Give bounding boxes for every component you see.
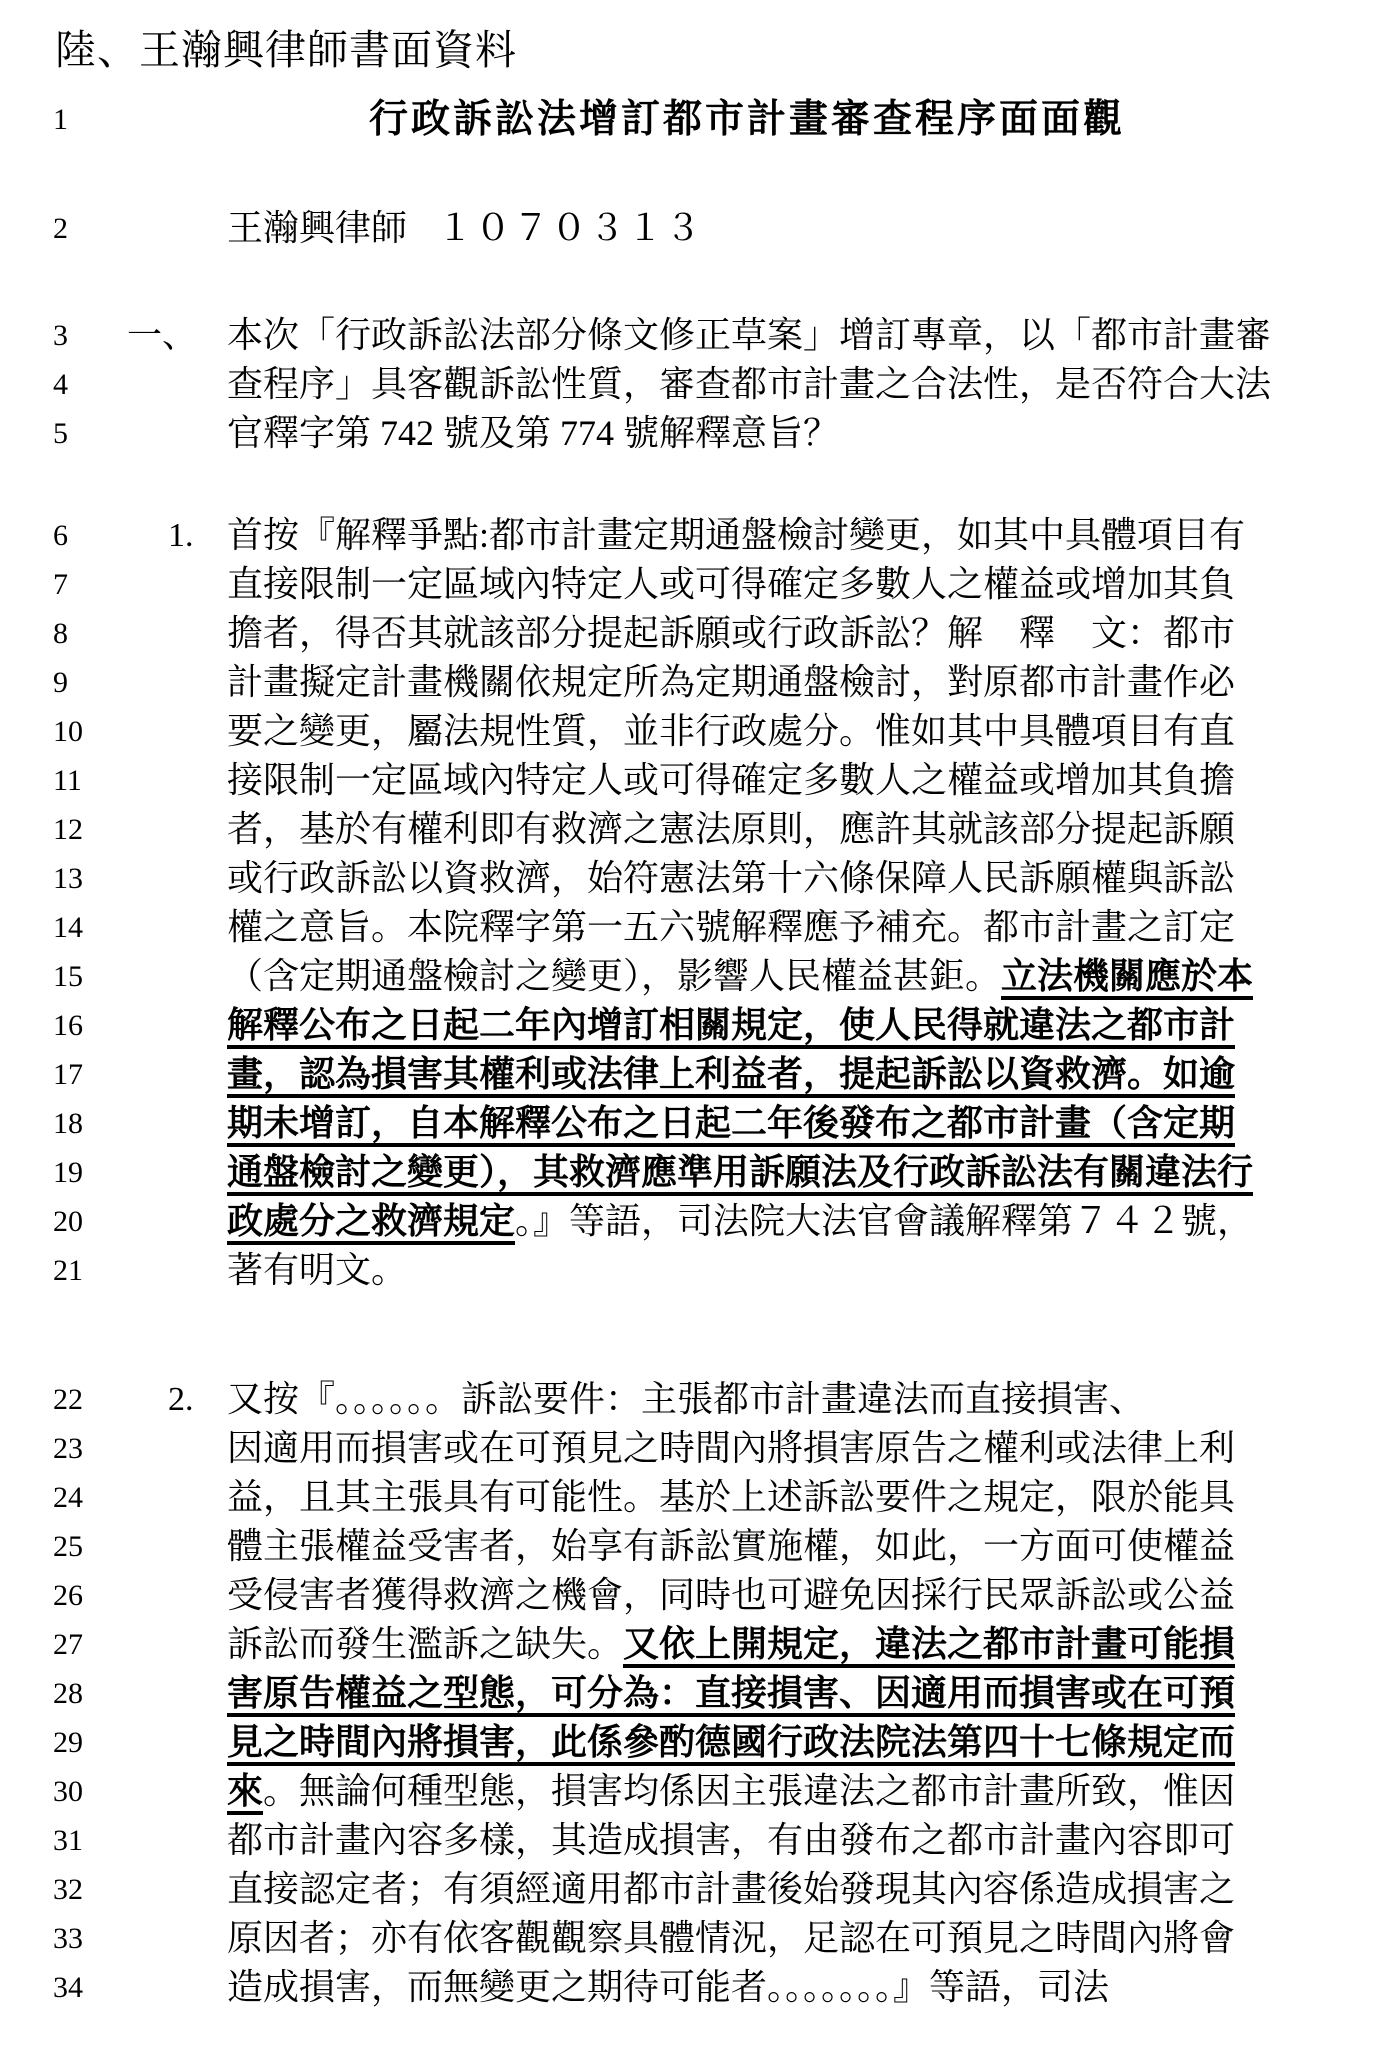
- line-row: [0, 1865, 1379, 1914]
- line-row: [0, 560, 1379, 609]
- line-row: [0, 658, 1379, 707]
- line-number: 1: [53, 103, 68, 136]
- marker-space: [127, 1620, 227, 1669]
- marker-space: [127, 1816, 227, 1865]
- line-number: 33: [53, 1922, 83, 1955]
- line-text: [227, 311, 1272, 360]
- line-text: [227, 1099, 1267, 1148]
- marker-space: [127, 1099, 227, 1148]
- line-number: 7: [53, 568, 68, 601]
- line-text: [227, 805, 1267, 854]
- line-text: [227, 1522, 1267, 1571]
- line-number: 13: [53, 862, 83, 895]
- marker-space: [127, 707, 227, 756]
- line-text: [227, 409, 1267, 458]
- line-row: [0, 1669, 1379, 1718]
- line-number: 20: [53, 1205, 83, 1238]
- line-number: 2: [53, 212, 68, 245]
- marker-space: [127, 360, 227, 409]
- marker-space: [127, 1963, 227, 2012]
- text-segment: 權之意旨。本院釋字第一五六號解釋應予補充。都市計畫之訂定: [227, 907, 1236, 947]
- line-number: 18: [53, 1107, 83, 1140]
- text-segment: （含定期通盤檢討之變更），影響人民權益甚鉅。: [227, 956, 1002, 996]
- line-row: [0, 1963, 1379, 2012]
- marker-space: [127, 1669, 227, 1718]
- line-row: [0, 1571, 1379, 1620]
- document-page: [0, 25, 1379, 2072]
- document-title: 行政訴訟法增訂都市計畫審查程序面面觀: [368, 98, 1125, 141]
- text-segment: 都市計畫內容多樣，其造成損害，有由發布之都市計畫內容即可: [227, 1820, 1236, 1860]
- line-row: [0, 903, 1379, 952]
- line-row: [0, 1099, 1379, 1148]
- marker-space: [127, 609, 227, 658]
- emphasized-segment: 立法機關應於本: [1001, 956, 1253, 1000]
- line-number: 26: [53, 1579, 83, 1612]
- line-text: [227, 1473, 1267, 1522]
- line-row: [0, 1522, 1379, 1571]
- text-segment: 計畫擬定計畫機關依規定所為定期通盤檢討，對原都市計畫作必: [227, 662, 1236, 702]
- marker-space: [127, 952, 227, 1001]
- text-segment: 查程序」具客觀訴訟性質，審查都市計畫之合法性，是否符合大法: [227, 364, 1272, 404]
- line-text: [227, 1424, 1267, 1473]
- line-text: [227, 1816, 1267, 1865]
- line-row: [0, 1718, 1379, 1767]
- line-number: 34: [53, 1971, 83, 2004]
- line-number: 27: [53, 1628, 83, 1661]
- line-row: [0, 1148, 1379, 1197]
- line-number: 12: [53, 813, 83, 846]
- text-segment: 本次「行政訴訟法部分條文修正草案」增訂專章，以「都市計畫審: [227, 315, 1272, 355]
- line-row: [0, 1816, 1379, 1865]
- line-text: [227, 658, 1267, 707]
- line-row: [0, 511, 1379, 560]
- line-text: [227, 1914, 1267, 1963]
- document-lines: [0, 95, 1379, 2012]
- text-segment: 首按『解釋爭點:都市計畫定期通盤檢討變更，如其中具體項目有: [227, 515, 1246, 555]
- marker-space: [127, 658, 227, 707]
- marker-space: [127, 854, 227, 903]
- text-segment: 直接認定者；有須經適用都市計畫後始發現其內容係造成損害之: [227, 1869, 1236, 1909]
- line-number: 17: [53, 1058, 83, 1091]
- emphasized-segment: 通盤檢討之變更），其救濟應準用訴願法及行政訴訟法有關違法行: [227, 1152, 1253, 1196]
- text-segment: 要之變更，屬法規性質，並非行政處分。惟如其中具體項目有直: [227, 711, 1236, 751]
- marker-space: [127, 1001, 227, 1050]
- line-number: 30: [53, 1775, 83, 1808]
- emphasized-segment: 解釋公布之日起二年內增訂相關規定，使人民得就違法之都市計: [227, 1005, 1235, 1049]
- list-marker: 2.: [168, 1381, 194, 1418]
- line-row: [0, 1620, 1379, 1669]
- marker-space: [127, 1050, 227, 1099]
- line-row: [0, 952, 1379, 1001]
- text-segment: 。無論何種型態，損害均係因主張違法之都市計畫所致，惟因: [263, 1771, 1236, 1811]
- emphasized-segment: 畫，認為損害其權利或法律上利益者，提起訴訟以資救濟。如逾: [227, 1054, 1235, 1098]
- line-text: [227, 1669, 1267, 1718]
- line-row: [0, 409, 1379, 458]
- line-number: 11: [53, 764, 82, 797]
- line-text: [227, 903, 1267, 952]
- line-text: [227, 1718, 1267, 1767]
- text-segment: 擔者，得否其就該部分提起訴願或行政訴訟？解 釋 文：都市: [227, 613, 1236, 653]
- line-row: [0, 1246, 1379, 1295]
- line-number: 10: [53, 715, 83, 748]
- list-marker: 1.: [168, 517, 194, 554]
- text-segment: 原因者；亦有依客觀觀察具體情況，足認在可預見之時間內將會: [227, 1918, 1236, 1958]
- line-text: [227, 360, 1272, 409]
- line-number: 32: [53, 1873, 83, 1906]
- text-segment: 造成損害，而無變更之期待可能者。。。。。。。』等語，司法: [227, 1967, 1110, 2007]
- line-text: [227, 609, 1267, 658]
- line-row: [0, 1050, 1379, 1099]
- line-row: [0, 360, 1379, 409]
- emphasized-segment: 害原告權益之型態，可分為：直接損害、因適用而損害或在可預: [227, 1673, 1235, 1717]
- line-number: 28: [53, 1677, 83, 1710]
- line-number: 9: [53, 666, 68, 699]
- marker-space: [127, 1718, 227, 1767]
- line-text: [227, 1246, 1267, 1295]
- marker-space: [127, 1197, 227, 1246]
- line-number: 31: [53, 1824, 83, 1857]
- text-segment: 訴訟而發生濫訴之缺失。: [227, 1624, 624, 1664]
- emphasized-segment: 來: [227, 1771, 263, 1815]
- line-text: [227, 952, 1267, 1001]
- emphasized-segment: 見之時間內將損害，此係參酌德國行政法院法第四十七條規定而: [227, 1722, 1235, 1766]
- marker-space: [127, 1246, 227, 1295]
- marker-space: [127, 1571, 227, 1620]
- emphasized-segment: 又依上開規定，違法之都市計畫可能損: [623, 1624, 1235, 1668]
- line-row: [0, 1197, 1379, 1246]
- line-number: 16: [53, 1009, 83, 1042]
- document-date-number: １０７０３１３: [437, 208, 704, 248]
- text-segment: 益，且其主張具有可能性。基於上述訴訟要件之規定，限於能具: [227, 1477, 1236, 1517]
- marker-space: [127, 1148, 227, 1197]
- line-row: [0, 805, 1379, 854]
- marker-space: [127, 1522, 227, 1571]
- byline: [227, 204, 1267, 253]
- marker-space: [127, 409, 227, 458]
- marker-space: [127, 204, 227, 253]
- text-segment: 官釋字第 742 號及第 774 號解釋意旨？: [227, 413, 840, 453]
- line-row: [0, 1375, 1379, 1424]
- text-segment: 接限制一定區域內特定人或可得確定多數人之權益或增加其負擔: [227, 760, 1236, 800]
- line-row: [0, 1767, 1379, 1816]
- marker-space: [127, 1865, 227, 1914]
- marker-space: [127, 1914, 227, 1963]
- line-row: [0, 95, 1379, 144]
- text-segment: 因適用而損害或在可預見之時間內將損害原告之權利或法律上利: [227, 1428, 1236, 1468]
- line-text: [227, 1963, 1267, 2012]
- line-row: [0, 854, 1379, 903]
- author-name: 王瀚興律師: [227, 208, 408, 248]
- line-number: 21: [53, 1254, 83, 1287]
- line-text: [227, 511, 1267, 560]
- line-number: 19: [53, 1156, 83, 1189]
- text-segment: 體主張權益受害者，始享有訴訟實施權，如此，一方面可使權益: [227, 1526, 1236, 1566]
- line-row: [0, 1473, 1379, 1522]
- document-heading: 陸、王瀚興律師書面資料: [55, 27, 517, 73]
- line-text: [227, 1620, 1267, 1669]
- line-text: [227, 560, 1267, 609]
- line-text: [227, 707, 1267, 756]
- list-marker: 一、: [127, 316, 198, 355]
- line-row: [0, 609, 1379, 658]
- line-text: [227, 1050, 1267, 1099]
- line-row: [0, 204, 1379, 253]
- line-text: [227, 1197, 1267, 1246]
- line-row: [0, 756, 1379, 805]
- text-segment: 受侵害者獲得救濟之機會，同時也可避免因採行民眾訴訟或公益: [227, 1575, 1236, 1615]
- line-text: [227, 1571, 1267, 1620]
- line-row: [0, 1001, 1379, 1050]
- text-segment: 者，基於有權利即有救濟之憲法原則，應許其就該部分提起訴願: [227, 809, 1236, 849]
- text-segment: 直接限制一定區域內特定人或可得確定多數人之權益或增加其負: [227, 564, 1236, 604]
- marker-space: [127, 1473, 227, 1522]
- line-row: [0, 311, 1379, 360]
- line-text: [227, 854, 1267, 903]
- text-segment: 著有明文。: [227, 1250, 408, 1290]
- line-number: 25: [53, 1530, 83, 1563]
- line-number: 23: [53, 1432, 83, 1465]
- line-number: 3: [53, 319, 68, 352]
- line-text: [227, 1865, 1267, 1914]
- line-text: [227, 1001, 1267, 1050]
- line-row: [0, 1424, 1379, 1473]
- marker-space: [127, 1767, 227, 1816]
- marker-space: [127, 805, 227, 854]
- line-text: [227, 1767, 1267, 1816]
- line-text: [227, 1148, 1267, 1197]
- line-number: 6: [53, 519, 68, 552]
- line-number: 8: [53, 617, 68, 650]
- text-segment: 又按『。。。。。。訴訟要件：主張都市計畫違法而直接損害、: [227, 1379, 1146, 1419]
- marker-space: [127, 1424, 227, 1473]
- line-row: [0, 1914, 1379, 1963]
- line-text: [227, 756, 1267, 805]
- emphasized-segment: 期未增訂，自本解釋公布之日起二年後發布之都市計畫（含定期: [227, 1103, 1235, 1147]
- text-segment: 或行政訴訟以資救濟，始符憲法第十六條保障人民訴願權與訴訟: [227, 858, 1236, 898]
- line-number: 5: [53, 417, 68, 450]
- line-number: 15: [53, 960, 83, 993]
- marker-space: [127, 903, 227, 952]
- line-number: 24: [53, 1481, 83, 1514]
- marker-space: [127, 95, 227, 144]
- line-number: 29: [53, 1726, 83, 1759]
- emphasized-segment: 政處分之救濟規定: [227, 1201, 515, 1245]
- marker-space: [127, 560, 227, 609]
- line-number: 14: [53, 911, 83, 944]
- line-number: 4: [53, 368, 68, 401]
- text-segment: 。』等語，司法院大法官會議解釋第７４２號，: [515, 1201, 1254, 1241]
- marker-space: [127, 756, 227, 805]
- line-number: 22: [53, 1383, 83, 1416]
- line-row: [0, 707, 1379, 756]
- line-text: [227, 1375, 1267, 1424]
